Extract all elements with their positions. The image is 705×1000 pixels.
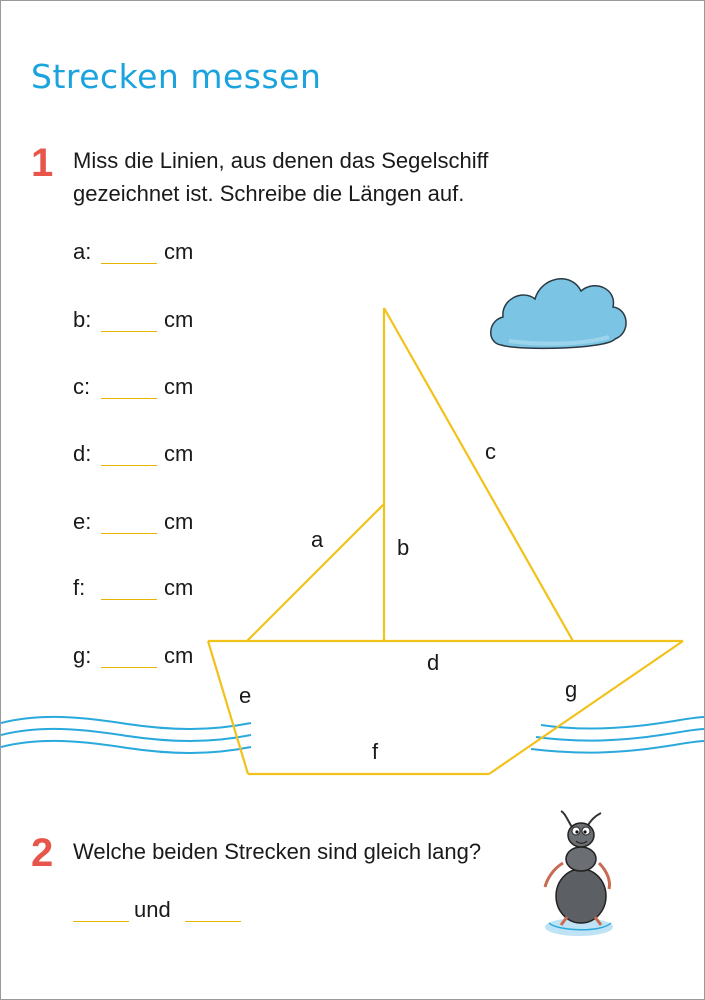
answer-unit-f: cm (164, 575, 194, 600)
answer-label-g: g: (73, 643, 92, 668)
boat-label-c: c (485, 439, 496, 464)
answer-label-e: e: (73, 509, 92, 534)
task-2-question: Welche beiden Strecken sind gleich lang? (73, 839, 482, 864)
line-g (489, 641, 683, 774)
cloud-icon (491, 279, 626, 349)
line-c (384, 308, 573, 641)
answer-unit-c: cm (164, 374, 194, 399)
answer-label-c: c: (73, 374, 91, 399)
boat-label-e: e (239, 683, 252, 708)
boat-lines (208, 308, 683, 774)
task-1-text-line-2: gezeichnet ist. Schreibe die Längen auf. (73, 181, 465, 206)
boat-label-f: f (372, 739, 379, 764)
task-2-blank-1[interactable] (73, 921, 129, 922)
task-1-text-line-1: Miss die Linien, aus denen das Segelschiff (73, 148, 489, 173)
boat-label-g: g (565, 677, 578, 702)
answer-unit-a: cm (164, 239, 194, 264)
answer-unit-g: cm (164, 643, 194, 668)
task-1-number: 1 (31, 141, 54, 185)
task-2-number: 2 (31, 831, 54, 875)
boat-label-a: a (311, 527, 324, 552)
answer-unit-d: cm (164, 441, 194, 466)
task-2-blank-2[interactable] (185, 921, 241, 922)
answer-unit-e: cm (164, 509, 194, 534)
page-title: Strecken messen (31, 57, 322, 96)
task-2-connector: und (134, 897, 171, 922)
boat-label-d: d (427, 650, 440, 675)
boat-label-b: b (397, 535, 410, 560)
beetle-character-icon (545, 811, 613, 936)
answer-label-b: b: (73, 307, 92, 332)
answer-label-d: d: (73, 441, 92, 466)
answer-label-f: f: (73, 575, 86, 600)
answer-label-a: a: (73, 239, 92, 264)
line-a (247, 504, 384, 641)
answer-unit-b: cm (164, 307, 194, 332)
waves-right (531, 717, 704, 753)
waves-left (1, 717, 251, 753)
